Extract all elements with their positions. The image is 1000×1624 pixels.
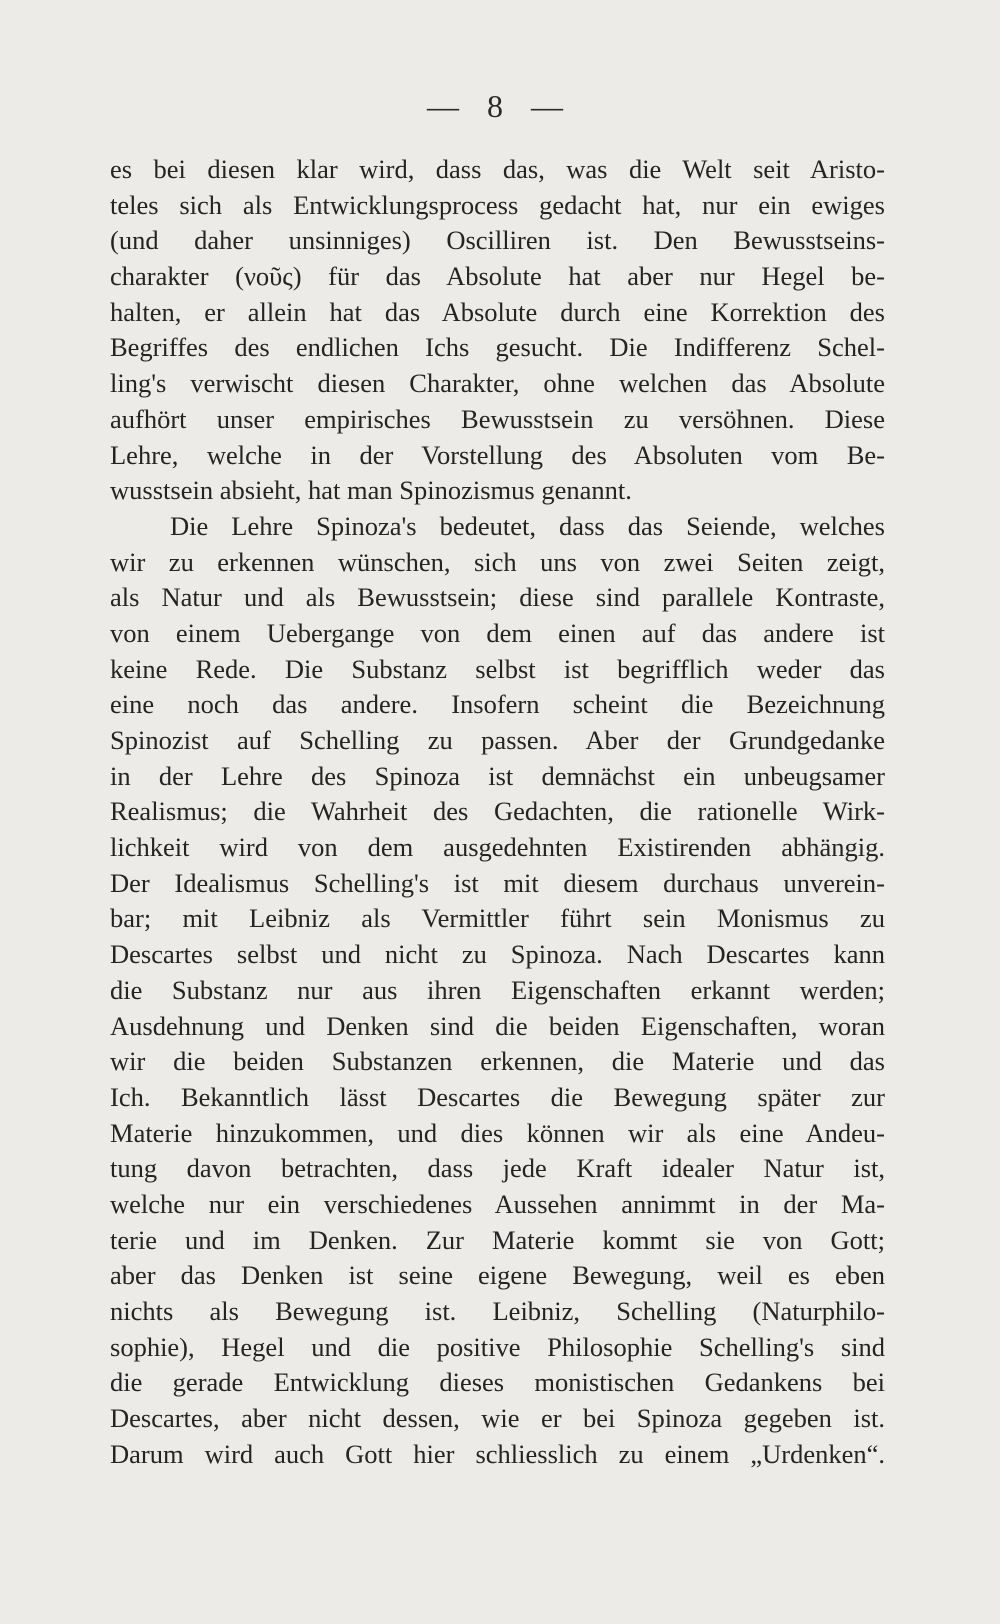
paragraph-2-line-25: die gerade Entwicklung dieses monistischen Gedankens bei <box>110 1367 885 1398</box>
paragraph-2-line-8: in der Lehre des Spinoza ist demnächst ein unbeugsamer <box>110 760 885 791</box>
paragraph-2-line-6: eine noch das andere. Insofern scheint die Bezeichnung <box>110 689 885 720</box>
paragraph-1-line-6: Begriffes des endlichen Ichs gesucht. Die Indifferenz Schel- <box>110 332 885 363</box>
paragraph-1-line-5: halten, er allein hat das Absolute durch eine Korrektion des <box>110 296 885 327</box>
paragraph-2-line-14: die Substanz nur aus ihren Eigenschaften erkannt werden; <box>110 974 885 1005</box>
paragraph-2-line-3: als Natur und als Bewusstsein; diese sind parallele Kontraste, <box>110 582 885 613</box>
paragraph-2-line-13: Descartes selbst und nicht zu Spinoza. Nach Descartes kann <box>110 939 885 970</box>
paragraph-2-line-20: welche nur ein verschiedenes Aussehen annimmt in der Ma- <box>110 1188 885 1219</box>
paragraph-2-line-17: Ich. Bekanntlich lässt Descartes die Bewegung später zur <box>110 1081 885 1112</box>
paragraph-2-line-10: lichkeit wird von dem ausgedehnten Existirenden abhängig. <box>110 832 885 863</box>
page-number: — 8 — <box>427 88 573 124</box>
paragraph-1-line-9: Lehre, welche in der Vorstellung des Absoluten vom Be- <box>110 439 885 470</box>
paragraph-2-line-2: wir zu erkennen wünschen, sich uns von zwei Seiten zeigt, <box>110 546 885 577</box>
paragraph-2-line-9: Realismus; die Wahrheit des Gedachten, die rationelle Wirk- <box>110 796 885 827</box>
paragraph-2-line-15: Ausdehnung und Denken sind die beiden Eigenschaften, woran <box>110 1010 885 1041</box>
body-text <box>110 152 885 1472</box>
paragraph-2-line-7: Spinozist auf Schelling zu passen. Aber der Grundgedanke <box>110 725 885 755</box>
paragraph-1-line-3: (und daher unsinniges) Oscilliren ist. Den Bewusstseins- <box>110 225 885 256</box>
paragraph-2-line-27: Darum wird auch Gott hier schliesslich zu einem „Urdenken“. <box>110 1438 885 1469</box>
paragraph-2-line-21: terie und im Denken. Zur Materie kommt sie von Gott; <box>110 1224 885 1255</box>
paragraph-2-line-19: tung davon betrachten, dass jede Kraft idealer Natur ist, <box>110 1153 885 1184</box>
paragraph-1-line-10: wusstsein absieht, hat man Spinozismus genannt. <box>110 475 632 506</box>
paragraph-2-line-24: sophie), Hegel und die positive Philosophie Schelling's sind <box>110 1331 885 1362</box>
paragraph-2-line-16: wir die beiden Substanzen erkennen, die Materie und das <box>110 1046 885 1077</box>
paragraph-2-line-26: Descartes, aber nicht dessen, wie er bei Spinoza gegeben ist. <box>110 1403 885 1434</box>
paragraph-2-line-11: Der Idealismus Schelling's ist mit diesem durchaus unverein- <box>110 867 885 898</box>
paragraph-2-line-23: nichts als Bewegung ist. Leibniz, Schelling (Naturphilo- <box>110 1296 885 1326</box>
paragraph-1-line-7: ling's verwischt diesen Charakter, ohne welchen das Absolute <box>110 368 885 399</box>
paragraph-2-line-22: aber das Denken ist seine eigene Bewegung, weil es eben <box>110 1260 885 1291</box>
paragraph-2-line-18: Materie hinzukommen, und dies können wir als eine Andeu- <box>110 1117 885 1148</box>
paragraph-2-line-5: keine Rede. Die Substanz selbst ist begrifflich weder das <box>110 653 885 684</box>
paragraph-1-line-2: teles sich als Entwicklungsprocess gedacht hat, nur ein ewiges <box>110 189 885 220</box>
paragraph-2-line-4: von einem Uebergange von dem einen auf das andere ist <box>110 617 885 648</box>
paragraph-1-line-4: charakter (νοῦς) für das Absolute hat aber nur Hegel be- <box>110 261 885 292</box>
paragraph-2-line-1: Die Lehre Spinoza's bedeutet, dass das Seiende, welches <box>170 510 885 541</box>
paragraph-1-line-8: aufhört unser empirisches Bewusstsein zu versöhnen. Diese <box>110 403 885 434</box>
paragraph-1-line-1: es bei diesen klar wird, dass das, was die Welt seit Aristo- <box>110 154 885 184</box>
paragraph-2-line-12: bar; mit Leibniz als Vermittler führt sein Monismus zu <box>110 903 885 934</box>
